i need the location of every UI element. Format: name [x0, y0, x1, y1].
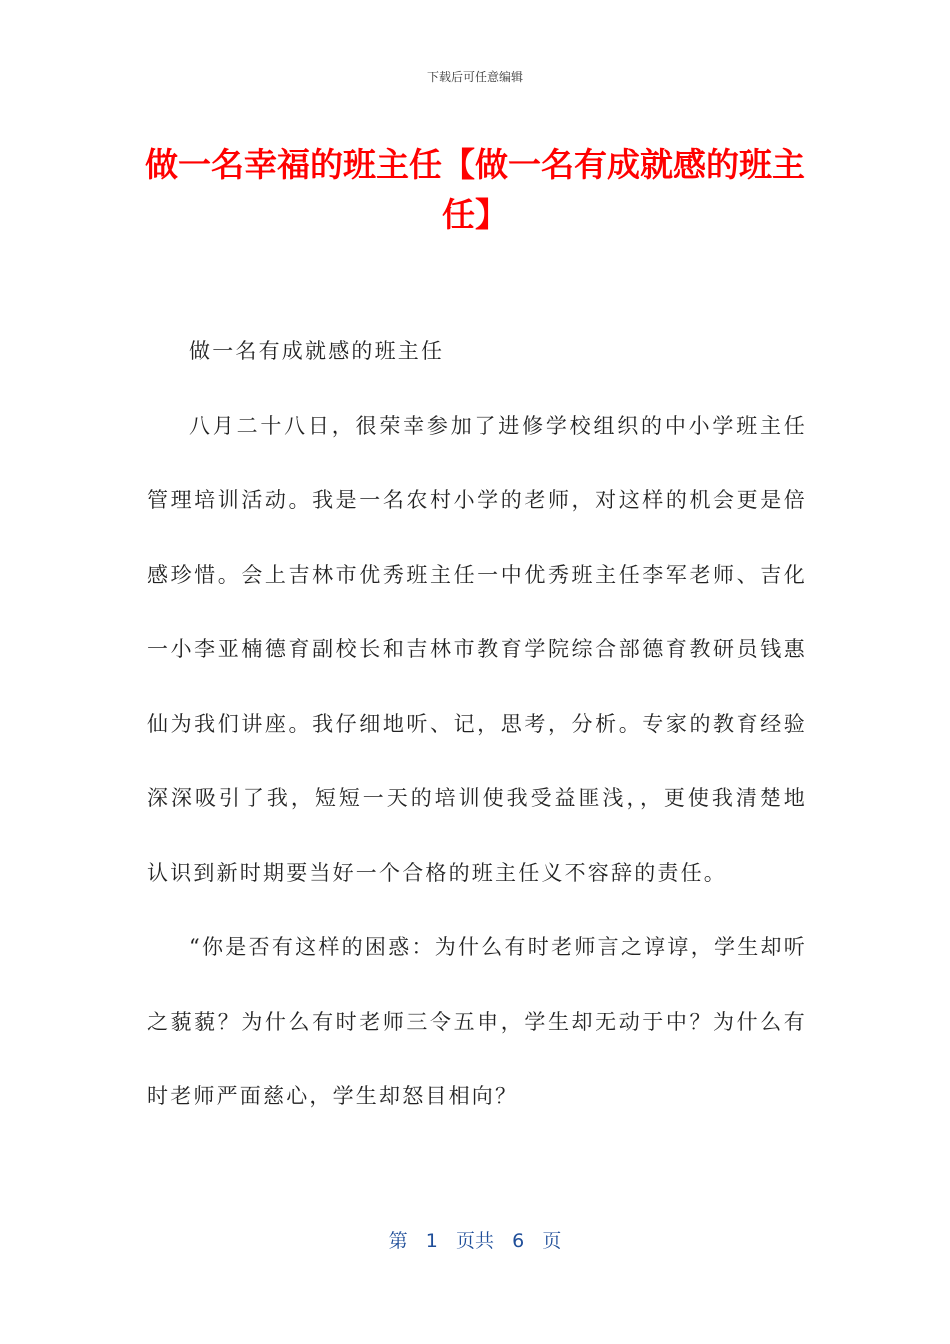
page-footer	[0, 1226, 950, 1253]
footer-total-pages: 6	[512, 1230, 525, 1252]
footer-mid: 页共	[455, 1230, 494, 1252]
paragraph-subtitle: 做一名有成就感的班主任	[189, 339, 445, 363]
document-title: 做一名幸福的班主任【做一名有成就感的班主任】	[145, 145, 805, 234]
footer-prefix: 第	[388, 1230, 408, 1252]
paragraph-1: 八月二十八日，很荣幸参加了进修学校组织的中小学班主任管理培训活动。我是一名农村小学的老师，对这样的机会更是倍感珍惜。会上吉林市优秀班主任一中优秀班主任李军老师、吉化一小李亚楠德育副校长和吉林市教育学院综合部德育教研员钱惠仙为我们讲座。我仔细地听、记，思考，分析。专家的教育经验深深吸引了我，短短一天的培训使我受益匪浅，，更使我清楚地认识到新时期要当好一个合格的班主任义不容辞的责任。	[147, 413, 807, 885]
document-body	[147, 314, 807, 1134]
footer-suffix: 页	[542, 1230, 562, 1252]
footer-page-number: 1	[425, 1230, 438, 1252]
header-note: 下载后可任意编辑	[426, 70, 523, 84]
paragraph-2: “你是否有这样的困惑：为什么有时老师言之谆谆，学生却听之藐藐？为什么有时老师三令五申，学生却无动于中？为什么有时老师严面慈心，学生却怒目相向？	[147, 935, 807, 1108]
